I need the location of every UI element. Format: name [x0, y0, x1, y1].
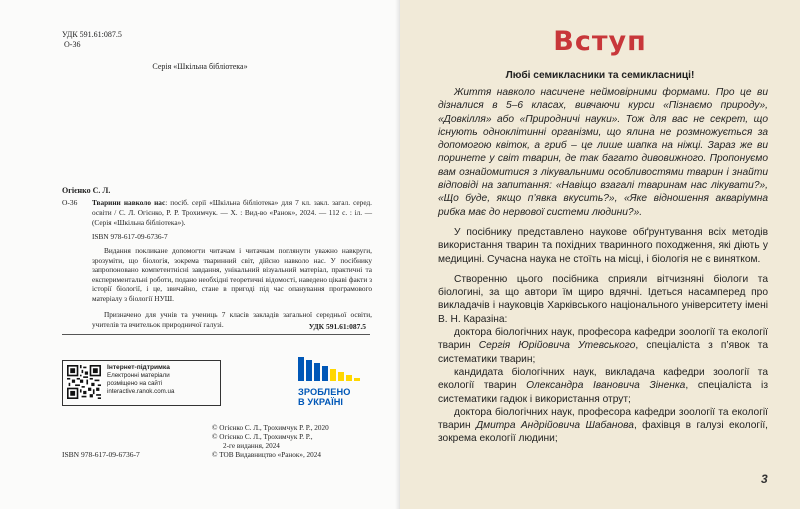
chapter-title: Вступ	[553, 26, 647, 57]
intro-body	[438, 86, 768, 446]
annotation-text: Видання покликане допомогти читачам і читачкам поглянути уважно навкруги, зрозуміти, що біологія, зокрема тваринний світ, дійсно навколо нас. У посібнику запропоновано компетентнісні завдання, унікальний візуальний матеріал, практичні та експериментальні роботи, подано необхідні теоретичні відомості, наведено цікаві факти з історії біології, і це, звичайно, стане в пригоді під час опанування програмового матеріалу з біології НУШ.	[92, 246, 372, 303]
ack-text: , спеціаліста з п’явок та систематики тварин;	[438, 340, 768, 365]
internet-support-url[interactable]: interactive.ranok.com.ua	[107, 388, 175, 395]
copyright-line: © Огієнко С. Л., Трохимчук Р. Р.,	[212, 433, 313, 441]
copyright-line: © ТОВ Видавництво «Ранок», 2024	[212, 451, 321, 459]
ack-person-name: Сергія Юрійовича Утевського	[478, 340, 636, 352]
paragraph: Життя навколо насичене неймовірними формами. Про це ви дізналися в 5–6 класах, вивчаючи курси «Пізнаємо природу», «Довкілля» або «Природничі науки». Тож для вас не секрет, що існують одноклітинні організми, що ялина не розмножується за допомогою квіток, а гриб – це лише шапка на ніжці. Зараз же ви поринете у світ тварин, де так багато дивовижного. Пропонуємо вам ознайомитися з лікувальними особливостями тварин і знайти відповіді на запитання: «Навіщо взагалі тваринам нас лікувати?», «Що буде, якщо п’явка вкусить?», «Яке відношення акваріумна рибка має до нервової системи людини?».	[438, 87, 768, 218]
bibliographic-description	[92, 198, 372, 227]
udk-code: УДК 591.61:087.5	[62, 30, 122, 39]
made-in-ukraine-badge	[298, 357, 360, 407]
ack-text: кандидата біологічних наук, викладача кафедри зоології та екології тварин	[438, 366, 768, 392]
made-in-ukraine-line1: ЗРОБЛЕНО	[298, 387, 351, 397]
ack-text: доктора біологічних наук, професора кафедри зоології та екології тварин	[438, 327, 768, 352]
udk-footer: УДК 591.61:087.5	[308, 322, 366, 331]
copyright-line: 2-ге видання, 2024	[223, 442, 280, 450]
acknowledgement-item	[438, 326, 768, 366]
made-in-ukraine-line2: В УКРАЇНІ	[298, 396, 344, 407]
isbn-bottom: ISBN 978-617-09-6736-7	[62, 450, 140, 459]
copyright-block	[212, 424, 329, 460]
biblio-details: : посіб. серії «Шкільна бібліотека» для 7 кл. закл. загал. серед. освіти / С. Л. Огієнко, Р. Р. Трохимчук. — Х. : Вид-во «Ранок», 2024. — 112 с. : іл. — (Серія «Шкільна бібліотека»).	[92, 198, 372, 227]
acknowledgement-item	[438, 406, 768, 446]
internet-support-box	[62, 360, 221, 406]
ack-text: , спеціаліста із систематики гадюк і використання отрут;	[438, 380, 768, 405]
internet-support-title: Інтернет-підтримка	[107, 364, 170, 371]
audience-text: Призначено для учнів та учениць 7 класів закладів загальної середньої освіти, учителів та вчительок природничої галузі.	[92, 310, 372, 329]
acknowledgement-item	[438, 366, 768, 406]
internet-support-line1: Електронні матеріали	[107, 372, 170, 379]
ack-person-name: Олександра Івановича Зіненка	[526, 380, 686, 392]
book-title: Тварини навколо нас	[92, 198, 166, 207]
annotation	[92, 246, 372, 304]
made-in-ukraine-label	[298, 388, 360, 407]
greeting: Любі семикласники та семикласниці!	[505, 70, 695, 81]
internet-support-line2: розміщено на сайті	[107, 380, 163, 387]
ukraine-flag-icon	[298, 357, 360, 381]
udk-header	[62, 30, 122, 50]
paragraph: У посібнику представлено наукове обґрунтування всіх методів використання тварин та похідних тваринного походження, які діють у медицині. Сучасна наука не стоїть на місці, і біологія не є винятком.	[438, 226, 768, 265]
qr-code-icon[interactable]	[67, 365, 101, 399]
ack-person-name: Дмитра Андрійовича Шабанова	[475, 420, 634, 432]
flag-yellow-bars	[330, 369, 360, 381]
right-page	[400, 0, 800, 509]
flag-blue-bars	[298, 357, 328, 381]
series-line: Серія «Шкільна бібліотека»	[152, 62, 248, 71]
author-mark-code: О-36	[62, 198, 78, 207]
paragraph: Створенню цього посібника сприяли вітчизняні біологи та біологині, за що автори їм щиро вдячні. Ідеться насамперед про викладачів і науковців Харківського національного університету імені В. Н. Каразіна:	[438, 273, 768, 325]
ack-text: доктора біологічних наук, професора кафедри зоології та екології тварин	[438, 406, 768, 432]
copyright-line: © Огієнко С. Л., Трохимчук Р. Р., 2020	[212, 424, 329, 432]
isbn: ISBN 978-617-09-6736-7	[92, 232, 168, 241]
ack-text: , фахівця в галузі екології, зокрема екології людини;	[438, 420, 768, 445]
divider	[62, 334, 370, 335]
author-mark: О-36	[64, 40, 81, 49]
internet-support-text	[107, 364, 174, 396]
author-name: Огієнко С. Л.	[62, 186, 111, 195]
page-number: 3	[761, 472, 768, 486]
